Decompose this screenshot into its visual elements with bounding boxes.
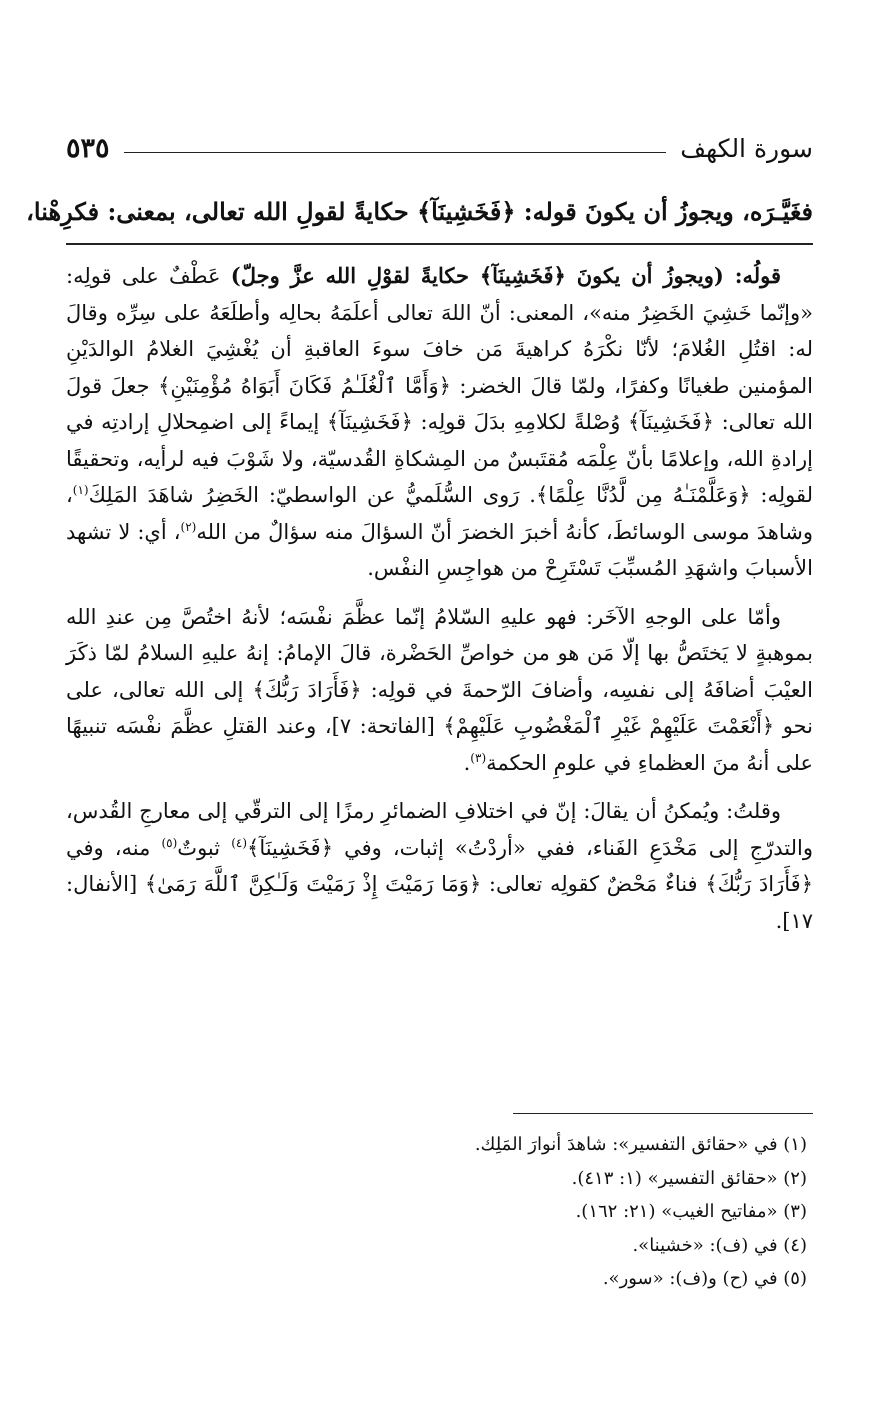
paragraph-1 bbox=[66, 258, 813, 587]
matn-divider bbox=[66, 243, 813, 245]
footnote-4: (٤) في (ف): «خشينا». bbox=[632, 1234, 807, 1256]
matn-line: فغَيَّـرَه، ويجوزُ أن يكونَ قوله: ﴿فَخَشِينَآ﴾ حكايةً لقولِ الله تعالى، بمعنى: فكرِهْنا، bbox=[26, 197, 813, 226]
paragraph-2-text: وأمّا على الوجهِ الآخَر: فهو عليهِ السّلامُ إنّما عظَّمَ نفْسَه؛ لأنهُ اختُصَّ مِن عندِ الله بموهبةٍ لا يَختَصُّ بها إلّا مَن هو من خواصِّ الحَضْرة، قالَ الإمامُ: إنهُ عليهِ السلامُ لمّا ذكَرَ العيْبَ أضافَهُ إلى نفسِه، وأضافَ الرّحمةَ في قولِه: ﴿فَأَرَادَ رَبُّكَ﴾ إلى الله تعالى، على نحو ﴿أَنْعَمْتَ عَلَيْهِمْ غَيْرِ ٱلْمَغْضُوبِ عَلَيْهِمْ﴾ [الفاتحة: ٧]، وعند القتلِ عظَّمَ نفْسَه تنبيهًا على أنهُ منَ العظماءِ في علومِ الحكمة bbox=[66, 604, 814, 775]
footnote-1: (١) في «حقائق التفسير»: شاهدَ أنوارَ المَلِك. bbox=[474, 1134, 807, 1155]
paragraph-2-text-end: . bbox=[463, 750, 471, 775]
footnote-ref-2: (٢) bbox=[180, 519, 197, 534]
header-rule bbox=[124, 152, 667, 153]
footnote-divider bbox=[513, 1113, 813, 1114]
surah-title: سورة الكهف bbox=[680, 133, 813, 163]
footnote-ref-5: (٥) bbox=[161, 835, 178, 850]
paragraph-3 bbox=[66, 793, 813, 939]
commentary-body bbox=[66, 258, 813, 951]
footnote-5: (٥) في (ح) و(ف): «سور». bbox=[602, 1268, 807, 1289]
footnote-ref-4: (٤) bbox=[231, 835, 248, 850]
footnote-ref-1: (١) bbox=[72, 483, 89, 497]
footnote-2: (٢) «حقائق التفسير» (١: ٤١٣). bbox=[571, 1167, 807, 1189]
page-number: ٥٣٥ bbox=[66, 132, 110, 164]
paragraph-1-text: عَطْفٌ على قولِه: «وإنّما خَشِيَ الخَضِرُ منه»، المعنى: أنّ اللهَ تعالى أعلَمَهُ بحالِه وأطلَعَهُ على سِرِّه وقالَ له: اقتُلِ الغُلامَ؛ لأنّا نكْرَهُ كراهيةَ مَن خافَ سوءَ العاقبةِ أن يُغْشِيَ الغلامُ الوالدَيْنِ المؤمنين طغيانًا وكفرًا، ولمّا قالَ الخضر: ﴿وَأَمَّا ٱلْغُلَـٰمُ فَكَانَ أَبَوَاهُ مُؤْمِنَيْنِ﴾ جعلَ قولَ الله تعالى: ﴿فَخَشِينَآ﴾ وُصْلةً لكلامِهِ بدَلَ قولِه: ﴿فَخَشِينَآ﴾ إيماءً إلى اضمِحلالِ إرادتِه في إرادةِ الله، وإعلامًا بأنّ عِلْمَه مُقتَبسٌ من المِشكاةِ القُدسيّة، ولا شَوْبَ فيه لرأيه، وتحقيقًا لقولِه: ﴿وَعَلَّمْنَـٰهُ مِن لَّدُنَّا عِلْمًا﴾. رَوى السُّلَميُّ عن الواسطيّ: الخَضِرُ شاهَدَ المَلِكَ bbox=[66, 264, 813, 507]
paragraph-1-text-end: ، أي: لا تشهد الأسبابَ واشهَدِ المُسبِّبَ تَسْتَرِحْ من هواجِسِ النفْس. bbox=[66, 519, 813, 580]
paragraph-2 bbox=[66, 599, 813, 782]
paragraph-3-text-end: منه، وفي ﴿فَأَرَادَ رَبُّكَ﴾ فناءٌ مَحْضٌ كقولِه تعالى: ﴿وَمَا رَمَيْتَ إِذْ رَمَيْتَ وَلَـٰكِنَّ ٱللَّهَ رَمَىٰ﴾ [الأنفال: ١٧]. bbox=[66, 835, 813, 933]
paragraph-3-text-after: ثبوتٌ bbox=[177, 835, 232, 860]
paragraph-1-text-after: ، وشاهدَ موسى الوسائطَ، كأنهُ أخبرَ الخضرَ أنّ السؤالَ منه سؤالٌ من الله bbox=[66, 483, 813, 544]
paragraph-1-lead: قولُه: (ويجوزُ أن يكونَ ﴿فَخَشِينَآ﴾ حكايةً لقوْلِ الله عزَّ وجلّ) bbox=[230, 263, 782, 288]
running-header bbox=[66, 128, 813, 168]
paragraph-3-text: وقلتُ: ويُمكنُ أن يقالَ: إنّ في اختلافِ الضمائرِ رمزًا إلى الترقّي إلى معارجِ القُدس، والتدرّجِ إلى مَخْدَعِ الفَناء، ففي «أردْتُ» إثبات، وفي ﴿فَخَشِينَآ﴾ bbox=[66, 799, 814, 860]
footnotes bbox=[66, 1128, 813, 1296]
footnote-ref-3: (٣) bbox=[470, 750, 487, 765]
footnote-3: (٣) «مفاتيح الغيب» (٢١: ١٦٢). bbox=[575, 1201, 807, 1222]
